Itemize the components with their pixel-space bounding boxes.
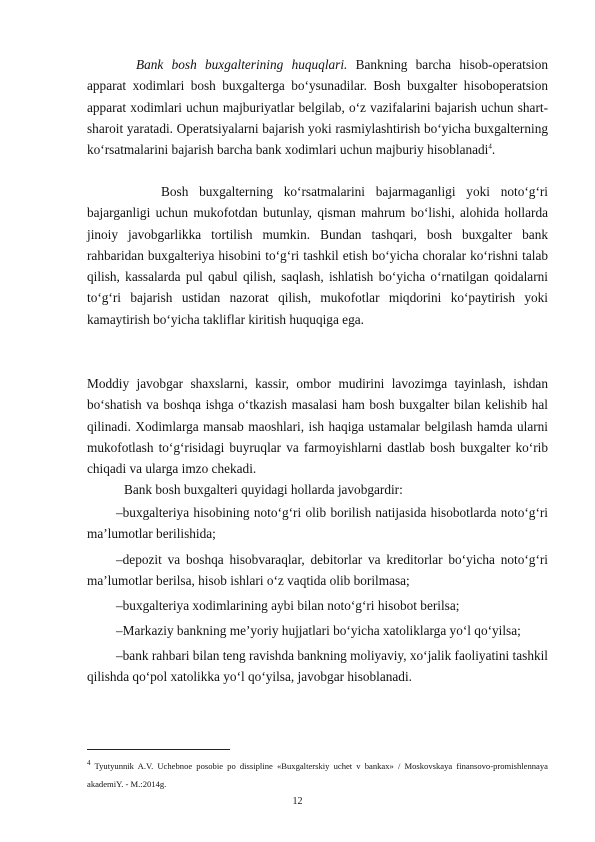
footnote: [87, 757, 548, 793]
paragraph-staff-appointments: Moddiy javobgar shaxslarni, kassir, ombor mudirini lavozimga tayinlash, ishdan bo‘shatish va boshqa ishga o‘tkazish masalasi ham bosh buxgalter bilan kelishib hal qilinadi. Xodimlarga mansab maoshlari, ish haqiga ustamalar belgilash hamda ularni mukofotlash to‘g‘risidagi buyruqlar va farmoyishlarni dastlab bosh buxgalter ko‘rib chiqadi va ularga imzo chekadi.: [87, 376, 548, 477]
list-item: –bank rahbari bilan teng ravishda bankning moliyaviy, xo‘jalik faoliyatini tashkil qilishda qo‘pol xatolikka yo‘l qo‘yilsa, javobgar hisoblanadi.: [87, 648, 548, 685]
list-item: –depozit va boshqa hisobvaraqlar, debitorlar va kreditorlar bo‘yicha noto‘g‘ri ma’lumotlar berilsa, hisob ishlari o‘z vaqtida olib borilmasa;: [87, 552, 548, 589]
footnote-reference: 4: [488, 142, 492, 151]
footnote-text: Tyutyunnik A.V. Uchebnoe posobie po dissipline «Buxgalterskiy uchet v bankax» / Moskovskaya finansovo-promishlennaya akademiY. - M.:2014g.: [87, 761, 548, 789]
page-number: 12: [292, 796, 303, 807]
footnote-divider: [87, 749, 230, 750]
footnote-mark: 4: [87, 759, 91, 768]
paragraph-end: .: [491, 142, 496, 158]
list-intro: Bank bosh buxgalteri quyidagi hollarda javobgardir:: [124, 482, 403, 497]
paragraph-text: Bankning barcha hisob-operatsion apparat xodimlari bosh buxgalterga bo‘ysunadilar. Bosh buxgalter hisoboperatsion apparat xodimlari uchun majburiyatlar belgilab, o‘z vazifalarini bajarish uchun shart-sharoit yaratadi. Operatsiyalarni bajarish yoki rasmiylashtirish bo‘yicha buxgalterning ko‘rsatmalarini bajarish barcha bank xodimlari uchun majburiy hisoblanadi: [87, 57, 548, 158]
list-item: –buxgalteriya xodimlarining aybi bilan noto‘g‘ri hisobot berilsa;: [116, 598, 460, 613]
paragraph-liability: Bosh buxgalterning ko‘rsatmalarini bajarmaganligi yoki noto‘g‘ri bajarganligi uchun mukofotdan butunlay, qisman mahrum bo‘lishi, alohida hollarda jinoiy javobgarlikka tortilish mumkin. Bundan tashqari, bosh buxgalter bank rahbaridan buxgalteriya hisobini to‘g‘ri tashkil etish bo‘yicha choralar ko‘rishni talab qilish, kassalarda pul qabul qilish, saqlash, ishlatish bo‘yicha o‘rnatilgan qoidalarni to‘g‘ri bajarish ustidan nazorat qilish, mukofotlar miqdorini ko‘paytirish yoki kamaytirish bo‘yicha takliflar kiritish huquqiga ega.: [87, 184, 548, 327]
list-item: –buxgalteriya hisobining noto‘g‘ri olib borilish natijasida hisobotlarda noto‘g‘ri ma’lumotlar berilishida;: [87, 505, 548, 542]
paragraph-chief-accountant-rights: [87, 54, 548, 160]
list-item: –Markaziy bankning me’yoriy hujjatlari bo‘yicha xatoliklarga yo‘l qo‘yilsa;: [116, 623, 521, 638]
section-lead-heading: Bank bosh buxgalterining huquqlari.: [136, 57, 348, 72]
